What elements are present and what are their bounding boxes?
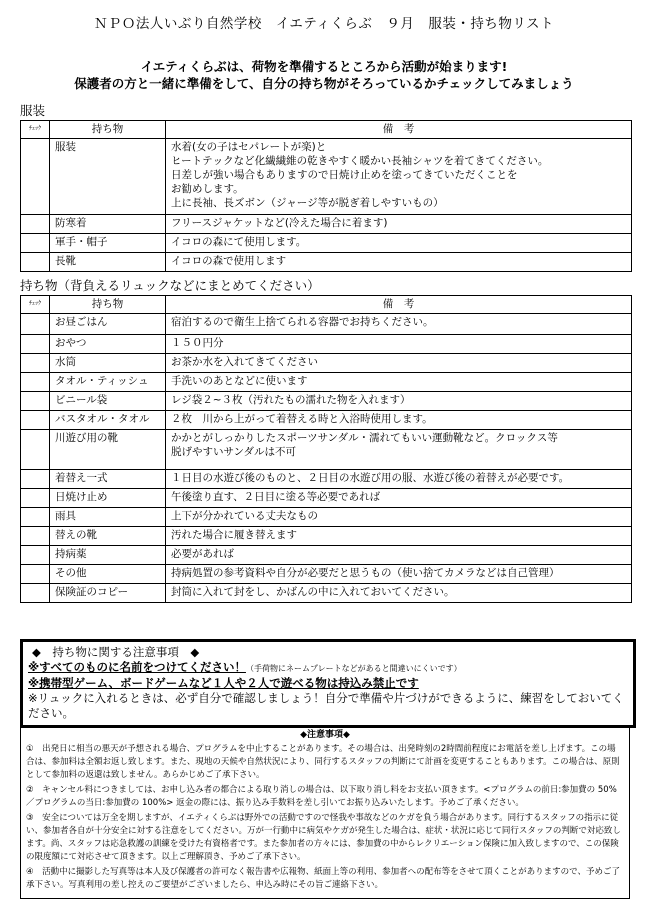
remarks-line: １日目の水遊び後のものと、２日目の水遊び用の服、水遊び後の着替えが必要です。 — [171, 472, 570, 484]
belonging-item-remarks — [166, 489, 632, 508]
table-row — [21, 584, 632, 603]
lead-text — [0, 58, 648, 92]
remarks-line: ２枚 川から上がって着替える時と入浴時使用します。 — [171, 413, 433, 425]
lead-line-2: 保護者の方と一緒に準備をして、自分の持ち物がそろっているかチェックしてみましょう — [74, 76, 574, 91]
clothing-item-remarks — [166, 215, 632, 234]
check-box-cell[interactable] — [21, 430, 50, 470]
table-row — [21, 430, 632, 470]
belonging-item-name: バスタオル・タオル — [50, 411, 166, 430]
clothing-item-remarks — [166, 234, 632, 253]
notice-name-label-warning: ※すべてのものに名前をつけてください！ — [28, 660, 246, 674]
belonging-item-name: 水筒 — [50, 354, 166, 373]
check-box-cell[interactable] — [21, 335, 50, 354]
item-column-header: 持ち物 — [50, 121, 166, 139]
belonging-item-remarks — [166, 373, 632, 392]
table-row — [21, 215, 632, 234]
caution-item-3: ③ 安全については万全を期しますが、イエティくらぶは野外での活動ですので怪我や事故などのケガを負う場合があります。同行するスタッフの指示に従い、参加者各自が十分安全に対する注意をしてください。万が一行動中に病気やケガが発生した場合は、症状・状況に応じて同行スタッフの判断で対応致します。尚、スタッフは応急救護の訓練を受けた有資格者です。また参加者の方々には、参加費の中からレクリエーション保険に加入致しますので、この保険の限度額にて対応させて頂きます。以上ご理解頂き、予めご了承下さい。 — [26, 813, 621, 862]
belonging-item-name: 着替え一式 — [50, 470, 166, 489]
belonging-item-remarks — [166, 565, 632, 584]
remarks-line: 封筒に入れて封をし、かばんの中に入れておいてください。 — [171, 586, 455, 598]
belonging-item-name: 雨具 — [50, 508, 166, 527]
check-box-cell[interactable] — [21, 373, 50, 392]
clothing-item-remarks — [166, 253, 632, 272]
table-row — [21, 234, 632, 253]
cautions-heading: ◆注意事項◆ — [300, 730, 350, 740]
table-row — [21, 411, 632, 430]
clothing-item-name: 防寒着 — [50, 215, 166, 234]
clothing-item-remarks — [166, 139, 632, 215]
notice-heading: ◆ 持ち物に関する注意事項 ◆ — [32, 645, 200, 659]
remarks-line: 上下が分かれている丈夫なもの — [171, 510, 318, 522]
remarks-line: かかとがしっかりしたスポーツサンダル・濡れてもいい運動靴など。クロックス等 — [171, 432, 558, 444]
belongings-table — [20, 295, 632, 603]
clothing-item-name: 軍手・帽子 — [50, 234, 166, 253]
notice-line-1 — [28, 660, 629, 676]
belonging-item-remarks — [166, 527, 632, 546]
belongings-notice-box — [20, 639, 636, 728]
notice-name-label-hint: （手荷物にネームプレートなどがあると間違いにくいです） — [245, 664, 462, 673]
belonging-item-remarks — [166, 584, 632, 603]
belonging-item-remarks — [166, 470, 632, 489]
remarks-line: １５０円分 — [171, 337, 224, 349]
table-row — [21, 489, 632, 508]
belonging-item-remarks — [166, 314, 632, 335]
check-box-cell[interactable] — [21, 392, 50, 411]
table-row — [21, 139, 632, 215]
check-box-cell[interactable] — [21, 584, 50, 603]
table-row — [21, 527, 632, 546]
belonging-item-remarks — [166, 392, 632, 411]
check-box-cell[interactable] — [21, 215, 50, 234]
remarks-line: フリースジャケットなど(冷えた場合に着ます) — [171, 217, 388, 229]
check-box-cell[interactable] — [21, 354, 50, 373]
remarks-line: 日差しが強い場合もありますので日焼け止めを塗ってきていただくことを — [171, 169, 518, 181]
caution-item-1: ① 出発日に相当の悪天が予想される場合、プログラムを中止することがあります。その場合は、出発時刻の2時間前程度にお電話を差し上げます。この場合は、参加料は全額お返し致します。また、現地の天候や自然状況により、同行するスタッフの判断にて計画を変更することもあります。この場合は、原則として参加料の返還は致しません。あらかじめご了承下さい。 — [26, 744, 620, 780]
caution-item-4: ④ 活動中に撮影した写真等は本人及び保護者の許可なく報告書や広報物、紙面上等の利用、参加者への配布等をさせて頂くことがありますので、予めご了承下さい。写真利用の差し控えのご要望がございましたら、申込み時にその旨ご連絡下さい。 — [26, 867, 620, 890]
remarks-line: お勧めします。 — [171, 183, 244, 195]
belonging-item-name: その他 — [50, 565, 166, 584]
check-box-cell[interactable] — [21, 234, 50, 253]
page-title: ＮＰＯ法人いぶり自然学校 イエティくらぶ ９月 服装・持ち物リスト — [93, 16, 555, 32]
remarks-line: イコロの森で使用します — [171, 255, 287, 267]
remarks-line: イコロの森にて使用します。 — [171, 236, 307, 248]
table-row — [21, 392, 632, 411]
belongings-section-title: 持ち物（背負えるリュックなどにまとめてください） — [20, 278, 320, 293]
remarks-line: 脱げやすいサンダルは不可 — [171, 446, 297, 458]
remarks-line: 宿泊するので衛生上捨てられる容器でお持ちください。 — [171, 316, 434, 328]
belonging-item-name: ビニール袋 — [50, 392, 166, 411]
remarks-column-header: 備 考 — [166, 121, 632, 139]
remarks-line: ヒートテックなど化繊繊維の乾きやすく暖かい長袖シャツを着てきてください。 — [171, 155, 549, 167]
belonging-item-remarks — [166, 508, 632, 527]
check-box-cell[interactable] — [21, 411, 50, 430]
remarks-column-header: 備 考 — [166, 296, 632, 314]
belonging-item-remarks — [166, 546, 632, 565]
check-box-cell[interactable] — [21, 527, 50, 546]
remarks-line: 上に長袖、長ズボン（ジャージ等が脱ぎ着しやすいもの） — [171, 197, 444, 209]
belonging-item-name: 日焼け止め — [50, 489, 166, 508]
cautions-box — [20, 725, 630, 899]
table-row — [21, 314, 632, 335]
check-box-cell[interactable] — [21, 253, 50, 272]
check-box-cell[interactable] — [21, 489, 50, 508]
lead-line-1: イエティくらぶは、荷物を準備するところから活動が始まります! — [140, 59, 508, 74]
belongings-table-header — [21, 296, 632, 314]
belonging-item-name: 替えの靴 — [50, 527, 166, 546]
check-box-cell[interactable] — [21, 314, 50, 335]
remarks-line: 持病処置の参考資料や自分が必要だと思うもの（使い捨てカメラなどは自己管理） — [171, 567, 560, 579]
belonging-item-remarks — [166, 430, 632, 470]
check-box-cell[interactable] — [21, 565, 50, 584]
belonging-item-remarks — [166, 335, 632, 354]
remarks-line: 午後塗り直す、２日目に塗る等必要であれば — [171, 491, 381, 503]
check-box-cell[interactable] — [21, 546, 50, 565]
belonging-item-name: お昼ごはん — [50, 314, 166, 335]
belonging-item-remarks — [166, 354, 632, 373]
belonging-item-name: 川遊び用の靴 — [50, 430, 166, 470]
table-row — [21, 546, 632, 565]
remarks-line: レジ袋２~３枚（汚れたもの濡れた物を入れます） — [171, 394, 411, 406]
belonging-item-name: 保険証のコピー — [50, 584, 166, 603]
check-box-cell[interactable] — [21, 508, 50, 527]
clothing-table-header — [21, 121, 632, 139]
clothing-table — [20, 120, 632, 272]
clothing-item-name: 長靴 — [50, 253, 166, 272]
table-row — [21, 354, 632, 373]
check-box-cell[interactable] — [21, 470, 50, 489]
remarks-line: お茶か水を入れてきてください — [171, 356, 318, 368]
remarks-line: 手洗いのあとなどに使います — [171, 375, 308, 387]
item-column-header: 持ち物 — [50, 296, 166, 314]
remarks-line: 必要があれば — [171, 548, 234, 560]
table-row — [21, 373, 632, 392]
remarks-line: 水着(女の子はセパレートが楽)と — [171, 141, 327, 153]
belonging-item-name: 持病薬 — [50, 546, 166, 565]
table-row — [21, 508, 632, 527]
check-box-cell[interactable] — [21, 139, 50, 215]
check-column-header: ﾁｪｯｸ — [21, 296, 50, 314]
clothing-section-title: 服装 — [20, 103, 46, 118]
clothing-item-name: 服装 — [50, 139, 166, 215]
check-column-header: ﾁｪｯｸ — [21, 121, 50, 139]
belonging-item-name: タオル・ティッシュ — [50, 373, 166, 392]
table-row — [21, 335, 632, 354]
belonging-item-name: おやつ — [50, 335, 166, 354]
belonging-item-remarks — [166, 411, 632, 430]
table-row — [21, 470, 632, 489]
remarks-line: 汚れた場合に履き替えます — [171, 529, 297, 541]
caution-item-2: ② キャンセル料につきましては、お申し込み者の都合による取り消しの場合は、以下取り消し料をお支払い頂きます。<プログラムの前日:参加費の 50%／プログラムの当日:参加費の 100%> 返金の際には、振り込み手数料を差し引いてお振り込みいたします。予めご了承ください。 — [26, 785, 617, 808]
table-row — [21, 253, 632, 272]
table-row — [21, 565, 632, 584]
notice-line-2: ※携帯型ゲーム、ボードゲームなど１人や２人で遊べる物は持込み禁止です — [28, 676, 419, 690]
notice-line-3: ※リュックに入れるときは、必ず自分で確認しましょう！自分で準備や片づけができるように、練習をしておいてください。 — [28, 691, 624, 720]
